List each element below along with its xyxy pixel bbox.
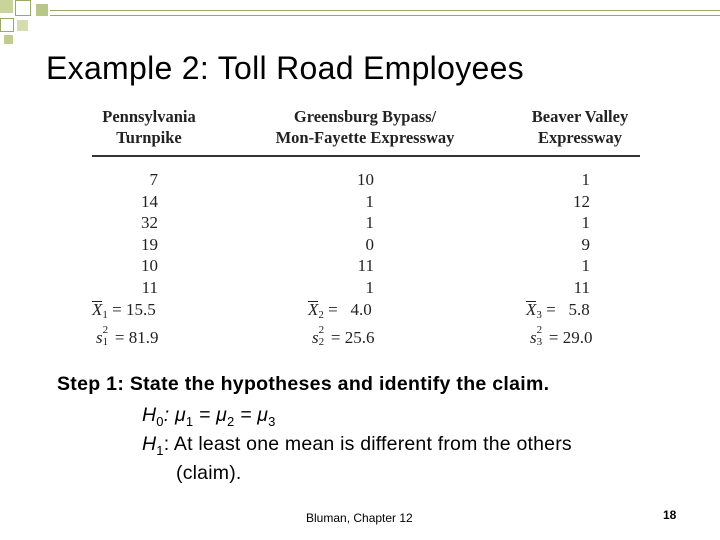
header-divider bbox=[92, 155, 640, 157]
alternative-hypothesis bbox=[142, 433, 572, 458]
column-values-2 bbox=[344, 169, 374, 299]
mean-value: = 4.0 bbox=[328, 300, 372, 319]
top-rule bbox=[50, 10, 720, 16]
alternative-hypothesis-continued: (claim). bbox=[176, 462, 242, 484]
table-cell: 11 bbox=[141, 277, 158, 297]
header-line: Turnpike bbox=[116, 128, 182, 147]
table-cell: 1 bbox=[365, 191, 374, 211]
column-values-1 bbox=[128, 169, 158, 299]
mean-subscript: 2 bbox=[318, 309, 324, 321]
mean-subscript: 3 bbox=[536, 309, 542, 321]
variance-symbol: s bbox=[96, 328, 103, 347]
h0-symbol: H bbox=[142, 404, 157, 426]
variance-value: = 25.6 bbox=[330, 328, 375, 347]
table-cell: 1 bbox=[365, 213, 374, 233]
table-cell: 19 bbox=[141, 234, 158, 254]
variance-subscript: 1 bbox=[102, 336, 109, 348]
mean-3 bbox=[526, 300, 590, 321]
variance-subscript: 3 bbox=[536, 336, 543, 348]
corner-decoration bbox=[0, 0, 60, 45]
table-cell: 14 bbox=[141, 191, 158, 211]
variance-superscript: 2 bbox=[102, 324, 109, 336]
table-cell: 1 bbox=[365, 277, 374, 297]
header-line: Pennsylvania bbox=[102, 107, 196, 126]
variance-symbol: s bbox=[530, 328, 537, 347]
table-cell: 1 bbox=[581, 256, 590, 276]
table-cell: 1 bbox=[581, 213, 590, 233]
decor-square bbox=[4, 35, 13, 44]
h0-mu1: : μ bbox=[163, 404, 186, 426]
step-heading: Step 1: State the hypotheses and identify the claim. bbox=[57, 373, 550, 395]
mu-subscript: 3 bbox=[268, 413, 276, 429]
decor-square bbox=[17, 20, 28, 31]
variance-superscript: 2 bbox=[536, 324, 543, 336]
variance-2 bbox=[312, 324, 375, 348]
header-line: Expressway bbox=[537, 128, 623, 147]
table-cell: 10 bbox=[357, 170, 374, 189]
table-cell: 11 bbox=[573, 277, 590, 297]
column-header-1 bbox=[88, 106, 210, 148]
h1-text: : At least one mean is different from the others bbox=[163, 433, 572, 455]
h1-subscript: 1 bbox=[156, 442, 164, 458]
mean-1 bbox=[92, 300, 156, 321]
table-cell: 7 bbox=[149, 170, 158, 189]
decor-square bbox=[15, 0, 31, 16]
mean-value: = 5.8 bbox=[546, 300, 590, 319]
decor-square bbox=[36, 4, 48, 16]
variance-value: = 29.0 bbox=[548, 328, 593, 347]
table-cell: 11 bbox=[357, 256, 374, 276]
variance-indices bbox=[536, 324, 545, 348]
slide-title: Example 2: Toll Road Employees bbox=[46, 50, 524, 86]
table-cell: 9 bbox=[581, 234, 590, 254]
header-line: Greensburg Bypass/ bbox=[293, 107, 437, 126]
variance-1 bbox=[96, 324, 159, 348]
data-table bbox=[88, 106, 644, 356]
variance-symbol: s bbox=[312, 328, 319, 347]
null-hypothesis bbox=[142, 404, 276, 429]
mean-symbol: X bbox=[92, 300, 103, 319]
column-header-2 bbox=[254, 106, 476, 148]
h1-symbol: H bbox=[142, 433, 157, 455]
decor-square bbox=[0, 0, 13, 13]
mean-symbol: X bbox=[308, 300, 319, 319]
variance-3 bbox=[530, 324, 593, 348]
decor-square bbox=[0, 18, 14, 32]
variance-indices bbox=[318, 324, 327, 348]
variance-value: = 81.9 bbox=[114, 328, 159, 347]
mu-subscript: 2 bbox=[227, 413, 235, 429]
header-line: Mon-Fayette Expressway bbox=[275, 128, 455, 147]
variance-superscript: 2 bbox=[318, 324, 325, 336]
variance-indices bbox=[102, 324, 111, 348]
h0-mu3: = μ bbox=[234, 404, 269, 426]
page-number: 18 bbox=[663, 508, 677, 522]
mean-symbol: X bbox=[526, 300, 537, 319]
column-header-3 bbox=[516, 106, 644, 148]
column-values-3 bbox=[560, 169, 590, 299]
header-line: Beaver Valley bbox=[531, 107, 629, 126]
table-cell: 10 bbox=[141, 256, 158, 276]
table-cell: 1 bbox=[581, 170, 590, 189]
variance-subscript: 2 bbox=[318, 336, 325, 348]
h0-subscript: 0 bbox=[156, 413, 164, 429]
mu-subscript: 1 bbox=[185, 413, 194, 429]
footer-text: Bluman, Chapter 12 bbox=[306, 511, 413, 525]
mean-value: = 15.5 bbox=[112, 300, 156, 319]
table-cell: 0 bbox=[365, 234, 374, 254]
table-cell: 32 bbox=[141, 213, 158, 233]
mean-2 bbox=[308, 300, 372, 321]
table-cell: 12 bbox=[573, 191, 590, 211]
mean-subscript: 1 bbox=[102, 309, 108, 321]
h0-mu2: = μ bbox=[193, 404, 228, 426]
